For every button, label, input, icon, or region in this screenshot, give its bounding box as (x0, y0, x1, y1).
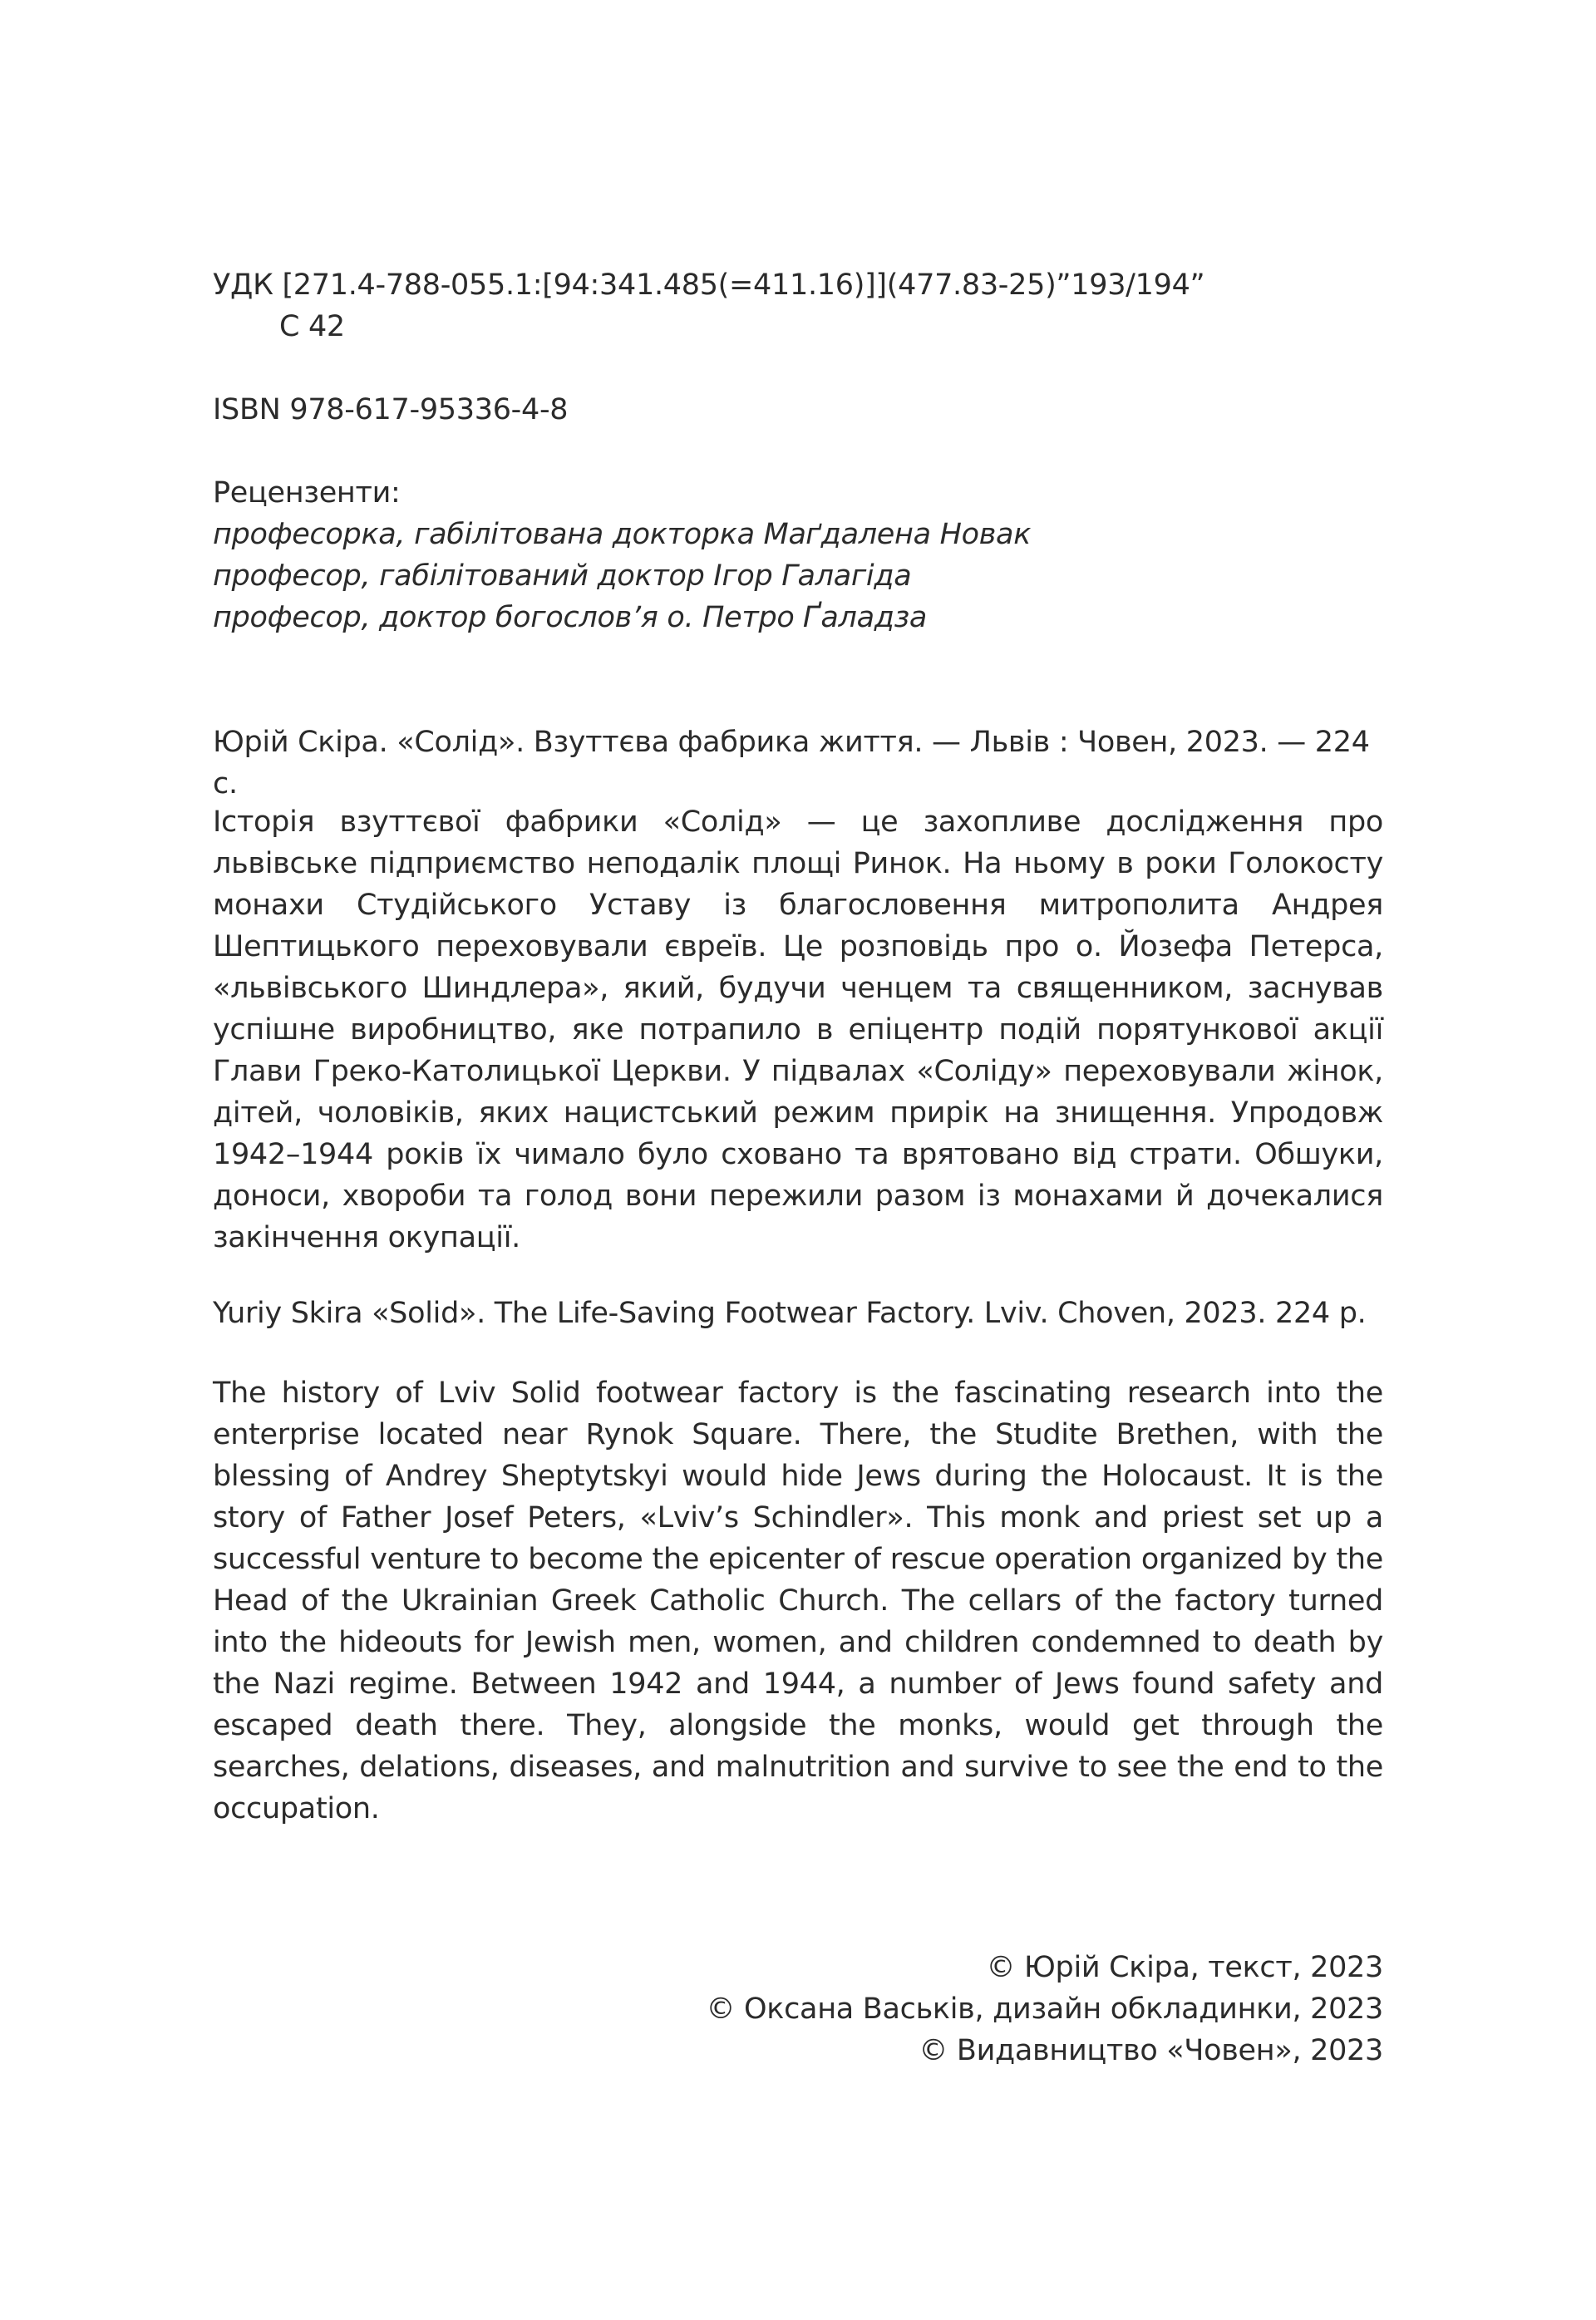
catalog-classification (213, 264, 1383, 347)
bibliographic-entry-english: Yuriy Skira «Solid». The Life-Saving Footwear Factory. Lviv. Choven, 2023. 224 p. (213, 1297, 1367, 1330)
reviewers-section (213, 472, 1383, 638)
reviewer-item: професорка, габілітована докторка Маґдалена Новак (213, 518, 1032, 551)
reviewers-heading: Рецензенти: (213, 476, 401, 510)
bibliographic-entry-ukrainian: Юрій Скіра. «Солід». Взуттєва фабрика життя. — Львів : Човен, 2023. — 224 с. (213, 726, 1370, 800)
copyright-cover-design: © Оксана Васьків, дизайн обкладинки, 2023 (706, 1992, 1383, 2026)
abstract-english: The history of Lviv Solid footwear factory is the fascinating research into the enterprise located near Rynok Square. There, the Studite Brethen, with the blessing of Andrey Sheptytskyi would hide Jews during the Holocaust. It is the story of Father Josef Peters, «Lviv’s Schindler». This monk and priest set up a successful venture to become the epicenter of rescue operation organized by the Head of the Ukrainian Greek Catholic Church. The cellars of the factory turned into the hideouts for Jewish men, women, and children condemned to death by the Nazi regime. Between 1942 and 1944, a number of Jews found safety and escaped death there. They, alongside the monks, would get through the searches, delations, diseases, and malnutrition and survive to see the end to the occupation. (213, 1377, 1383, 1825)
reviewer-item: професор, габілітований доктор Ігор Галагіда (213, 559, 912, 593)
copyright-notices (213, 1947, 1383, 2071)
cutter-number: С 42 (279, 310, 345, 343)
abstract-ukrainian: Історія взуттєвої фабрики «Солід» — це захопливе дослідження про львівське підприємство неподалік площі Ринок. На ньому в роки Голокосту монахи Студійського Уставу із благословення митрополита Андрея Шептицького переховували євреїв. Це розповідь про о. Йозефа Петерса, «львівського Шиндлера», який, будучи ченцем та священником, заснував успішне виробництво, яке потрапило в епіцентр подій порятункової акції Глави Греко-Католицької Церкви. У підвалах «Соліду» переховували жінок, дітей, чоловіків, яких нацистський режим прирік на знищення. Упродовж 1942–1944 років їх чимало було сховано та врятовано від страти. Обшуки, доноси, хвороби та голод вони пережили разом із монахами й дочекалися закінчення окупації. (213, 805, 1383, 1254)
copyright-text: © Юрій Скіра, текст, 2023 (986, 1951, 1383, 1984)
isbn: ISBN 978-617-95336-4-8 (213, 393, 569, 426)
reviewer-item: професор, доктор богослов’я о. Петро Ґаладза (213, 601, 928, 634)
udc-code: УДК [271.4-788-055.1:[94:341.485(=411.16)]](477.83-25)”193/194” (213, 268, 1205, 302)
copyright-publisher: © Видавництво «Човен», 2023 (919, 2034, 1383, 2067)
